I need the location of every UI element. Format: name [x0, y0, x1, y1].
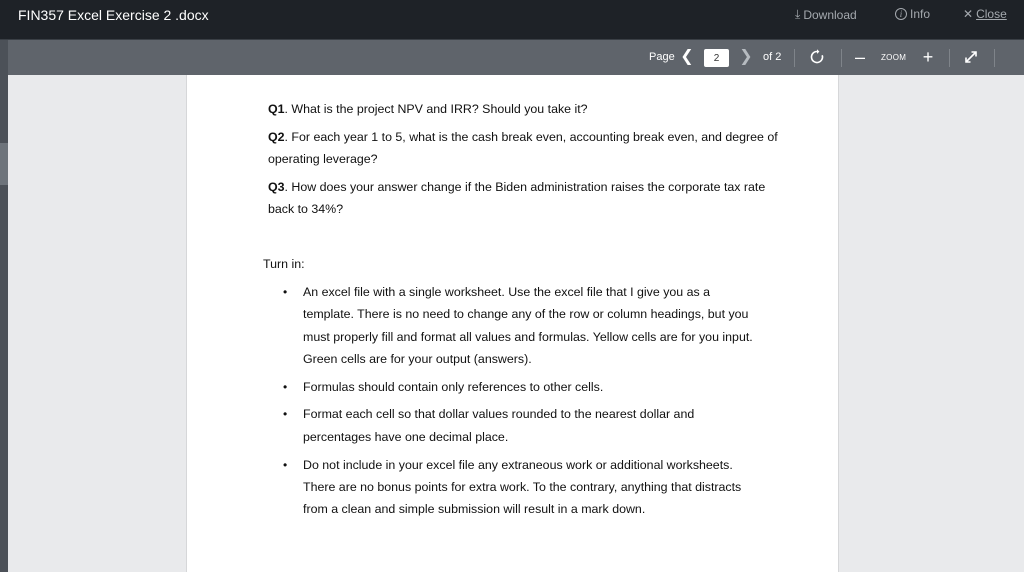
download-icon: ⤓ — [795, 7, 801, 21]
toolbar-divider — [949, 49, 950, 67]
download-label: Download — [803, 7, 857, 22]
list-item: • Formulas should contain only references to other cells. — [283, 376, 753, 398]
page-number-input[interactable] — [704, 49, 729, 67]
question-3 — [268, 176, 788, 220]
question-text: . How does your answer change if the Biden administration raises the corporate tax rate back to 34%? — [268, 180, 766, 216]
fullscreen-button[interactable] — [963, 49, 979, 65]
document-viewport[interactable] — [8, 75, 1024, 572]
rotate-icon — [809, 49, 825, 65]
close-icon: ✕ — [963, 7, 974, 21]
list-item: • Format each cell so that dollar values rounded to the nearest dollar and percentages have one decimal place. — [283, 403, 753, 448]
question-1 — [268, 98, 788, 120]
list-item: • An excel file with a single worksheet. Use the excel file that I give you as a template. There is no need to change any of the row or column headings, but you must properly fill and format all values and formulas. Yellow cells are for you input. Green cells are for your output (answers). — [283, 281, 753, 370]
document-page — [186, 75, 839, 572]
chevron-right-icon: ❯ — [739, 48, 753, 65]
fullscreen-icon — [963, 49, 979, 65]
download-button[interactable] — [795, 7, 857, 22]
left-edge-marker — [0, 143, 8, 185]
info-button[interactable] — [895, 7, 930, 21]
zoom-out-button[interactable] — [853, 46, 867, 68]
info-label: Info — [910, 7, 931, 21]
toolbar-divider — [794, 49, 795, 67]
question-text: . For each year 1 to 5, what is the cash break even, accounting break even, and degree of operating leverage? — [268, 130, 778, 166]
zoom-label: ZOOM — [881, 53, 907, 62]
question-label: Q2 — [268, 130, 285, 144]
close-label: Close — [976, 7, 1007, 21]
rotate-button[interactable] — [809, 49, 825, 65]
chevron-left-icon: ❮ — [680, 48, 694, 65]
toolbar-divider — [841, 49, 842, 67]
minus-icon: – — [854, 47, 865, 67]
question-label: Q1 — [268, 102, 285, 116]
plus-icon: + — [922, 47, 934, 67]
page-total: of 2 — [763, 51, 782, 63]
question-label: Q3 — [268, 180, 285, 194]
title-bar — [0, 0, 1024, 40]
info-icon: i — [895, 8, 907, 20]
previous-page-button[interactable] — [680, 46, 694, 68]
viewer-toolbar — [8, 40, 1024, 75]
page-label: Page — [649, 51, 675, 63]
turn-in-list — [283, 281, 753, 526]
left-edge-strip — [0, 40, 8, 572]
turn-in-heading: Turn in: — [263, 257, 305, 271]
document-title: FIN357 Excel Exercise 2 .docx — [18, 7, 209, 23]
close-button[interactable] — [963, 7, 1007, 21]
zoom-in-button[interactable] — [921, 46, 935, 68]
list-item: • Do not include in your excel file any extraneous work or additional worksheets. There are no bonus points for extra work. To the contrary, anything that distracts from a clean and simple submission will result in a mark down. — [283, 454, 753, 521]
next-page-button[interactable] — [739, 46, 753, 68]
question-text: . What is the project NPV and IRR? Should you take it? — [284, 102, 588, 116]
toolbar-divider — [994, 49, 995, 67]
question-2 — [268, 126, 788, 170]
